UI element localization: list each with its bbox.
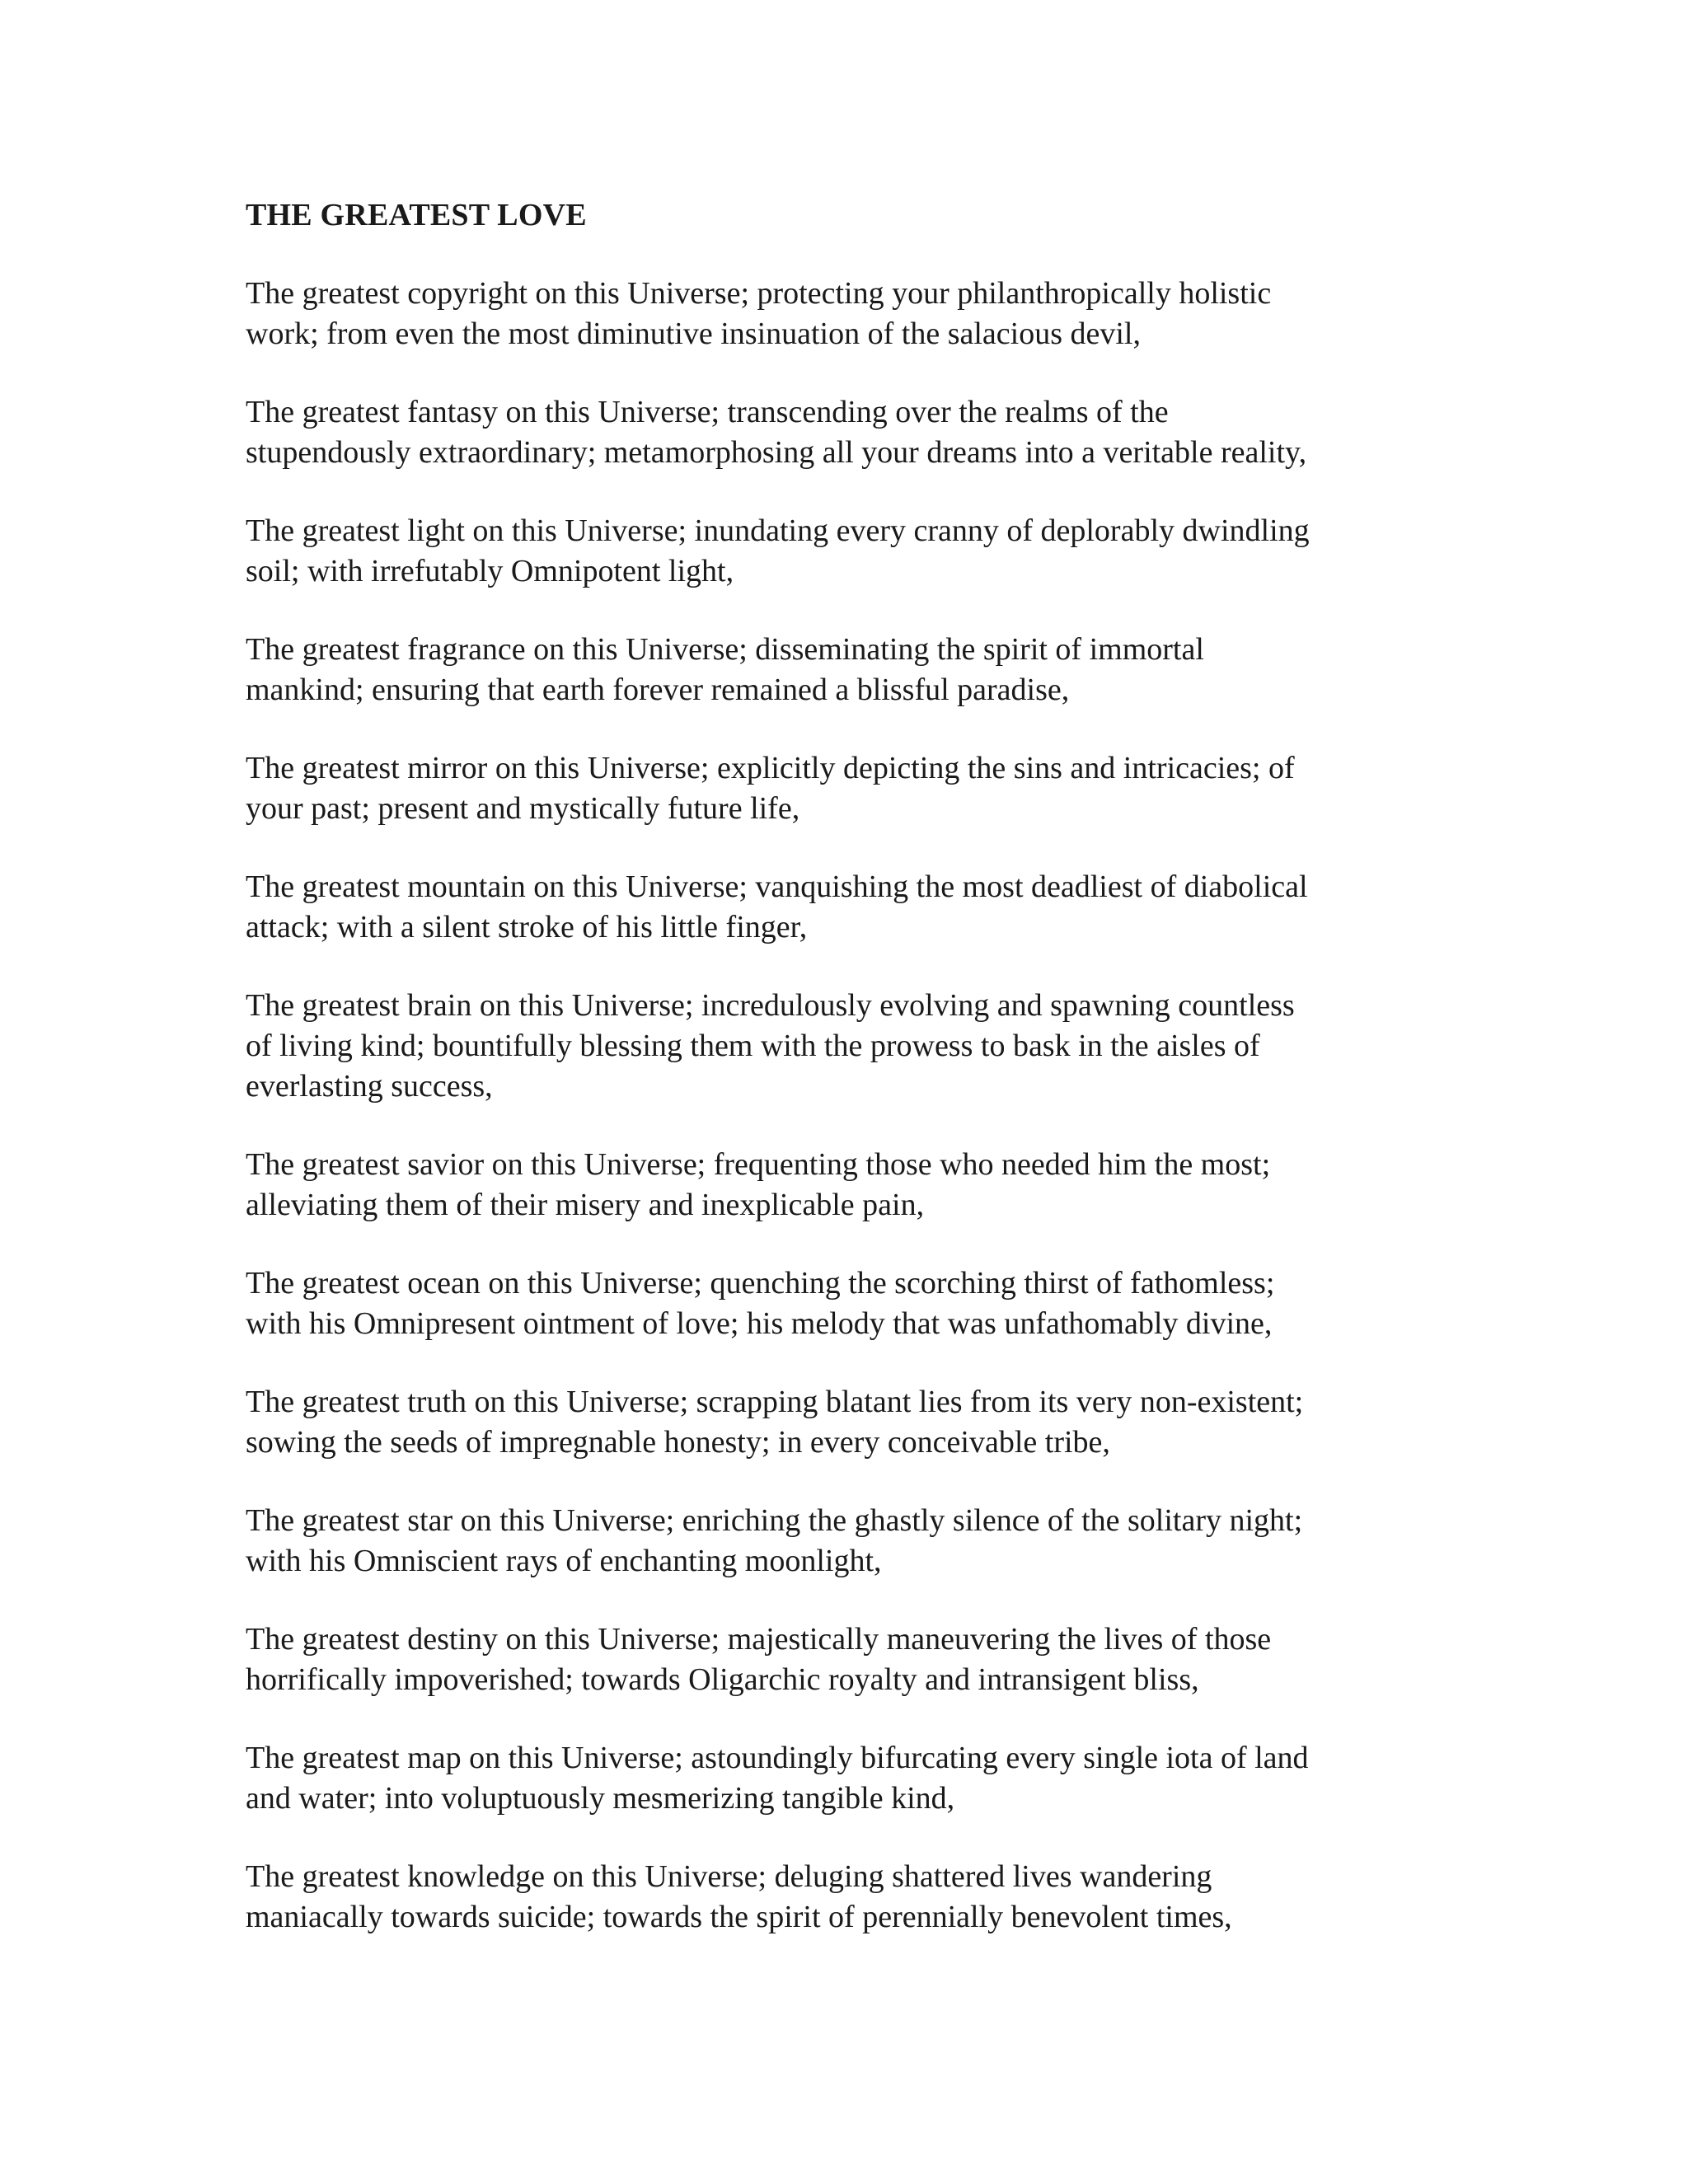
- stanza-line: mankind; ensuring that earth forever remained a blissful paradise,: [246, 673, 1070, 707]
- stanza-line: The greatest truth on this Universe; scrapping blatant lies from its very non-existent;: [246, 1385, 1304, 1419]
- stanza-line: The greatest light on this Universe; inundating every cranny of deplorably dwindling: [246, 513, 1310, 548]
- poem-title: THE GREATEST LOVE: [246, 198, 587, 232]
- stanza-line: The greatest destiny on this Universe; majestically maneuvering the lives of those: [246, 1622, 1272, 1657]
- stanza-line: with his Omniscient rays of enchanting moonlight,: [246, 1544, 882, 1578]
- stanza-line: horrifically impoverished; towards Oligarchic royalty and intransigent bliss,: [246, 1662, 1199, 1697]
- stanza-line: The greatest ocean on this Universe; quenching the scorching thirst of fathomless;: [246, 1266, 1275, 1301]
- stanza-line: The greatest mirror on this Universe; explicitly depicting the sins and intricacies; of: [246, 751, 1295, 785]
- stanza-line: your past; present and mystically future life,: [246, 791, 800, 826]
- stanza-line: stupendously extraordinary; metamorphosing all your dreams into a veritable reality,: [246, 435, 1307, 470]
- stanza-line: The greatest brain on this Universe; incredulously evolving and spawning countless: [246, 988, 1295, 1023]
- stanza-line: maniacally towards suicide; towards the spirit of perennially benevolent times,: [246, 1900, 1232, 1934]
- stanza: [246, 274, 1449, 354]
- stanza: [246, 986, 1449, 1107]
- stanza: [246, 748, 1449, 829]
- stanza: [246, 511, 1449, 592]
- stanza-line: attack; with a silent stroke of his little finger,: [246, 910, 808, 944]
- stanza: [246, 1501, 1449, 1582]
- stanza: [246, 630, 1449, 710]
- stanza: [246, 1619, 1449, 1700]
- stanza-line: of living kind; bountifully blessing them with the prowess to bask in the aisles of: [246, 1029, 1260, 1063]
- stanza-line: The greatest fantasy on this Universe; transcending over the realms of the: [246, 395, 1169, 429]
- stanza-line: The greatest fragrance on this Universe; disseminating the spirit of immortal: [246, 632, 1204, 667]
- stanza: [246, 1263, 1449, 1344]
- stanza-line: sowing the seeds of impregnable honesty; in every conceivable tribe,: [246, 1425, 1110, 1460]
- stanza-line: and water; into voluptuously mesmerizing tangible kind,: [246, 1781, 955, 1816]
- stanza-line: everlasting success,: [246, 1069, 493, 1104]
- stanza-line: soil; with irrefutably Omnipotent light,: [246, 554, 734, 588]
- stanza: [246, 392, 1449, 473]
- stanza-line: The greatest mountain on this Universe; vanquishing the most deadliest of diabolical: [246, 869, 1308, 904]
- stanza-line: The greatest savior on this Universe; frequenting those who needed him the most;: [246, 1147, 1271, 1182]
- stanza-line: The greatest map on this Universe; astoundingly bifurcating every single iota of land: [246, 1741, 1309, 1775]
- stanza-line: alleviating them of their misery and inexplicable pain,: [246, 1188, 925, 1222]
- poem-body: [246, 194, 1449, 1975]
- stanza: [246, 1145, 1449, 1226]
- stanza-line: work; from even the most diminutive insinuation of the salacious devil,: [246, 316, 1141, 351]
- stanza-line: with his Omnipresent ointment of love; his melody that was unfathomably divine,: [246, 1306, 1273, 1341]
- stanza: [246, 1857, 1449, 1938]
- stanza: [246, 1382, 1449, 1463]
- stanza: [246, 867, 1449, 948]
- stanza-line: The greatest knowledge on this Universe; deluging shattered lives wandering: [246, 1859, 1212, 1894]
- stanza-line: The greatest star on this Universe; enriching the ghastly silence of the solitary night;: [246, 1503, 1303, 1538]
- stanza-line: The greatest copyright on this Universe; protecting your philanthropically holistic: [246, 276, 1272, 311]
- stanza: [246, 1738, 1449, 1819]
